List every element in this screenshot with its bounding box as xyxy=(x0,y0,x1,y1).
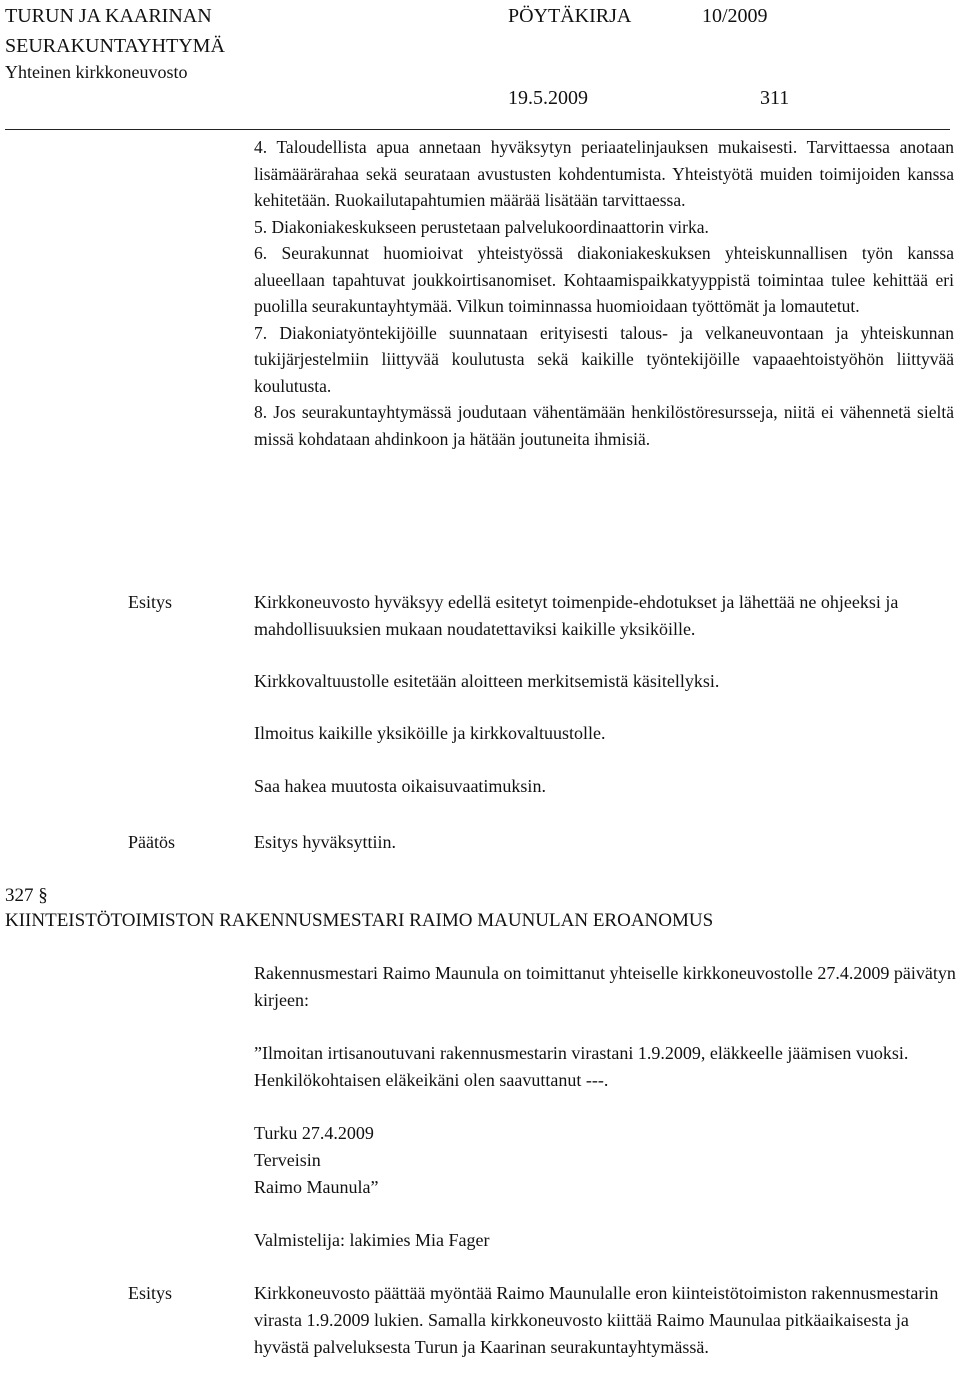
header-divider xyxy=(5,129,950,130)
list-item: 8. Jos seurakuntayhtymässä joudutaan vähentämään henkilöstöresursseja, niitä ei vähennetä sieltä missä kohdataan ahdinkoon ja hätään joutuneita ihmisiä. xyxy=(254,402,954,449)
proposal-line: Ilmoitus kaikille yksiköille ja kirkkovaltuustolle. xyxy=(254,723,606,743)
organization-body: Yhteinen kirkkoneuvosto xyxy=(5,62,188,82)
proposal-line: Saa hakea muutosta oikaisuvaatimuksin. xyxy=(254,776,546,796)
section-number: 327 § xyxy=(5,885,48,906)
proposal-line: Kirkkovaltuustolle esitetään aloitteen merkitsemistä käsitellyksi. xyxy=(254,671,720,691)
decision-text: Esitys hyväksyttiin. xyxy=(254,832,397,852)
page-number: 311 xyxy=(760,87,790,109)
list-item: 7. Diakoniatyöntekijöille suunnataan erityisesti talous- ja velkaneuvontaan ja yhteiskunnan tukijärjestelmiin liittyvää koulutusta sekä kaikille työntekijöille vapaaehtoistyöhön liittyvää koulutusta. xyxy=(254,322,954,396)
meeting-date: 19.5.2009 xyxy=(508,87,588,109)
organization-name-line1: TURUN JA KAARINAN xyxy=(5,5,212,27)
list-item: 6. Seurakunnat huomioivat yhteistyössä diakoniakeskuksen yhteiskunnallisen työn kanssa alueellaan tapahtuvat joukkoirtisanomiset. Kohtaamispaikkatyyppistä toimintaa tulee kehittää eri puolilla seurakuntayhtymää. Vilkun toiminnassa huomioidaan työttömät ja lomautetut. xyxy=(254,243,954,316)
proposal-text: Kirkkoneuvosto hyväksyy edellä esitetyt toimenpide-ehdotukset ja lähettää ne ohjeeksi ja mahdollisuuksien mukaan noudatettaviksi kaikille yksiköille. xyxy=(254,592,899,639)
document-type: PÖYTÄKIRJA xyxy=(508,5,632,27)
decision-label: Päätös xyxy=(128,832,175,852)
proposal-label: Esitys xyxy=(128,1283,173,1303)
letter-place-date: Turku 27.4.2009 xyxy=(254,1123,374,1143)
proposal-label: Esitys xyxy=(128,592,173,612)
letter-intro: Rakennusmestari Raimo Maunula on toimittanut yhteiselle kirkkoneuvostolle 27.4.2009 päivätyn kirjeen: xyxy=(254,963,956,1010)
organization-name-line2: SEURAKUNTAYHTYMÄ xyxy=(5,35,225,57)
letter-signature: Raimo Maunula” xyxy=(254,1177,379,1197)
proposal-text: Kirkkoneuvosto päättää myöntää Raimo Maunulalle eron kiinteistötoimiston rakennusmestarin virasta 1.9.2009 lukien. Samalla kirkkoneuvosto kiittää Raimo Maunulaa pitkäaikaisesta ja hyvästä palveluksesta Turun ja Kaarinan seurakuntayhtymässä. xyxy=(254,1283,939,1357)
list-item: 4. Taloudellista apua annetaan hyväksytyn periaatelinjauksen mukaisesti. Tarvittaessa anotaan lisämäärärahaa sekä seurataan avustusten kohdentumista. Yhteistyötä muiden toimijoiden kanssa kehitetään. Ruokailutapahtumien määrää lisätään tarvittaessa. xyxy=(254,137,954,210)
section-title: KIINTEISTÖTOIMISTON RAKENNUSMESTARI RAIMO MAUNULAN EROANOMUS xyxy=(5,910,714,931)
measures-list xyxy=(254,134,954,452)
letter-quote: ”Ilmoitan irtisanoutuvani rakennusmestarin virastani 1.9.2009, eläkkeelle jäämisen vuoksi. Henkilökohtaisen eläkeikäni olen saavuttanut ---. xyxy=(254,1043,909,1090)
letter-greeting: Terveisin xyxy=(254,1150,321,1170)
preparer-line: Valmistelija: lakimies Mia Fager xyxy=(254,1230,490,1250)
list-item: 5. Diakoniakeskukseen perustetaan palvelukoordinaattorin virka. xyxy=(254,216,709,237)
document-number: 10/2009 xyxy=(702,5,768,27)
